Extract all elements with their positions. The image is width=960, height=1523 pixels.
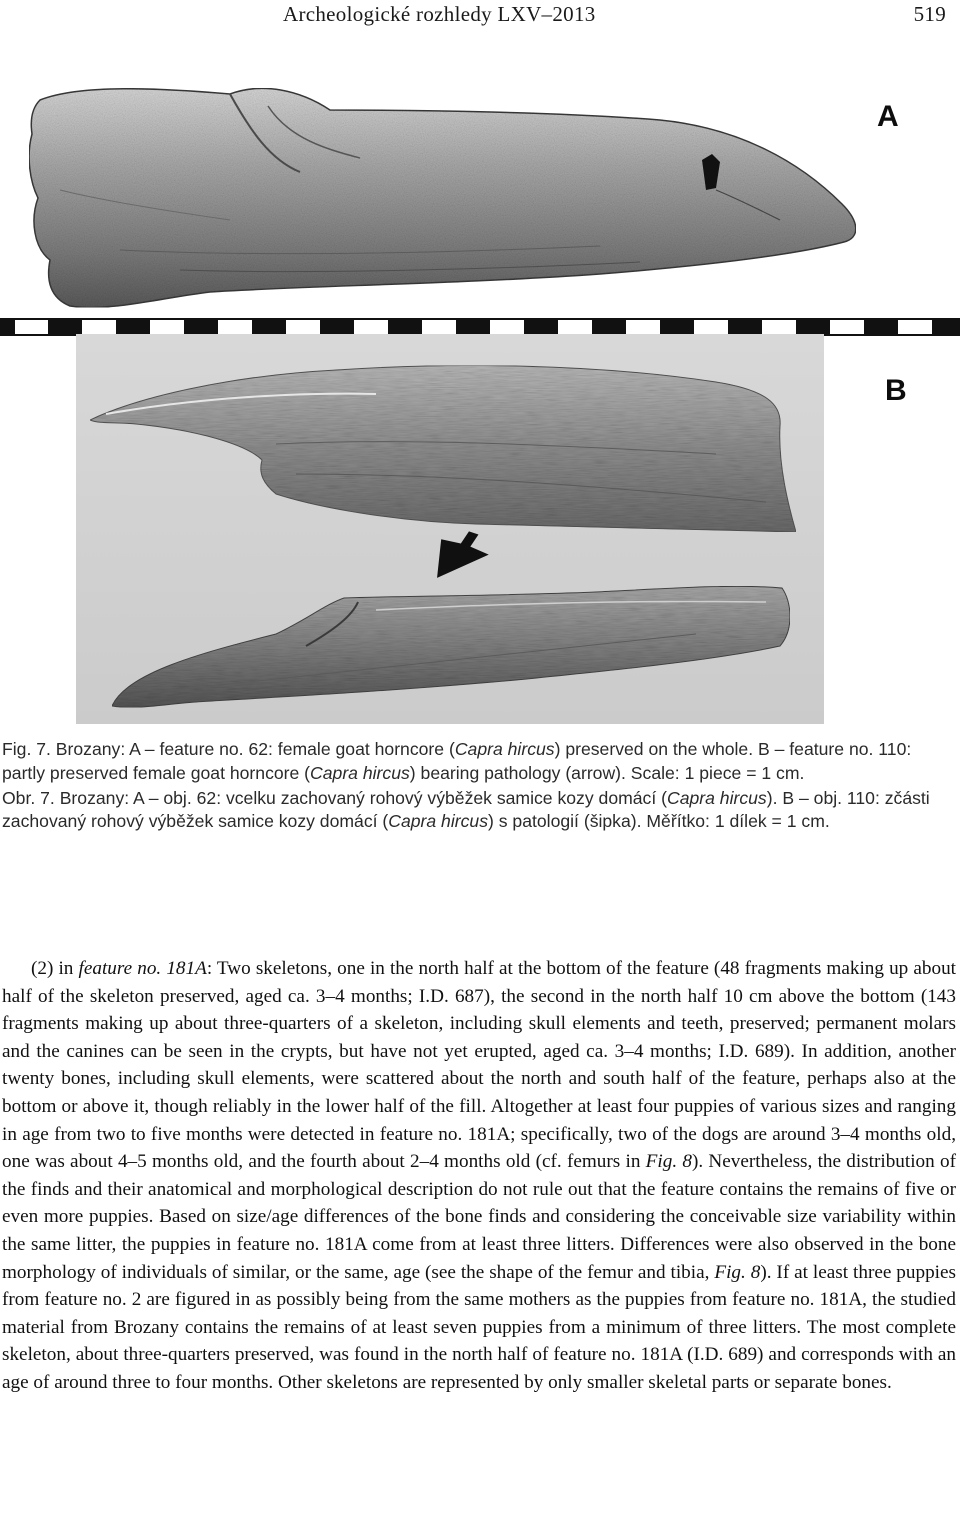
horncore-photo-b: [76, 334, 824, 724]
running-header: [0, 2, 960, 28]
caption-cz-species-1: Capra hircus: [666, 787, 767, 808]
caption-en-species-2: Capra hircus: [310, 762, 410, 783]
caption-en-text-2: ) preserved on the whole. B – feature no. 110: partly preserved female goat horncore (: [2, 739, 912, 783]
figure-reference-2[interactable]: Fig. 8: [714, 1261, 761, 1283]
caption-cz-text-1: Obr. 7. Brozany: A – obj. 62: vcelku zachovaný rohový výběžek samice kozy domácí (: [2, 787, 667, 808]
body-text-2: : Two skeletons, one in the north half at the bottom of the feature (48 fragments making up about half of the skeleton preserved, aged ca. 3–4 months; I.D. 687), the second in the north half 10 cm above the bottom (143 fragments making up about three-quarters of a skeleton, including skull elements and teeth, preserved; permanent molars and the canines can be seen in the crypts, but have not yet erupted, aged ca. 3–4 months; I.D. 689). In addition, another twenty bones, including skull elements, were scattered about the north and south half of the feature, perhaps also at the bottom or above it, though reliably in the lower half of the fill. Altogether at least four puppies of various sizes and ranging in age from two to five months were detected in feature no. 181A; specifically, two of the dogs are around 3–4 months old, one was about 4–5 months old, and the fourth about 2–4 months old (cf. femurs in: [2, 958, 956, 1173]
body-paragraph: [2, 955, 956, 1397]
paragraph-feature-181a: [2, 955, 956, 1397]
caption-czech: [2, 787, 956, 835]
figure-label-b: B: [885, 374, 907, 407]
caption-cz-text-2: ). B – obj. 110: zčásti zachovaný rohový výběžek samice kozy domácí (: [2, 787, 930, 832]
caption-en-species-1: Capra hircus: [454, 739, 555, 759]
journal-title: Archeologické rozhledy LXV–2013: [283, 2, 596, 26]
page-number: 519: [913, 2, 946, 26]
figure-label-a: A: [877, 100, 899, 133]
caption-en-text-3: ) bearing pathology (arrow). Scale: 1 piece = 1 cm.: [409, 762, 805, 783]
caption-english: [2, 738, 956, 786]
caption-cz-species-2: Capra hircus: [388, 811, 488, 832]
body-text-3: ). Nevertheless, the distribution of the finds and their anatomical and morphological description do not rule out that the feature contains the remains of five or even more puppies. Based on size/age differences of the bone finds and considering the conceivable size variability within the same litter, the puppies in feature no. 181A come from at least three litters. Differences were also observed in the bone morphology of individuals of similar, or the same, age (see the shape of the femur and tibia,: [2, 1151, 956, 1283]
caption-cz-text-3: ) s patologií (šipka). Měřítko: 1 dílek = 1 cm.: [488, 811, 830, 832]
horncore-photo-a: [0, 70, 960, 320]
figure-reference-1[interactable]: Fig. 8: [645, 1151, 692, 1173]
caption-en-text-1: Fig. 7. Brozany: A – feature no. 62: female goat horncore (: [2, 739, 455, 759]
body-text-4: ). If at least three puppies from feature no. 2 are figured in as possibly being from the same mothers as the puppies from feature no. 181A, the studied material from Brozany contains the remains of at least seven puppies from a minimum of three litters. The most complete skeleton, about three-quarters preserved, was found in the north half of feature no. 181A (I.D. 689) and corresponds with an age of around three to four months. Other skeletons are represented by only smaller skeletal parts or separate bones.: [2, 1261, 956, 1393]
body-text-1: (2) in: [31, 958, 79, 979]
figure-caption: [2, 738, 956, 834]
feature-reference: feature no. 181A: [78, 958, 207, 979]
